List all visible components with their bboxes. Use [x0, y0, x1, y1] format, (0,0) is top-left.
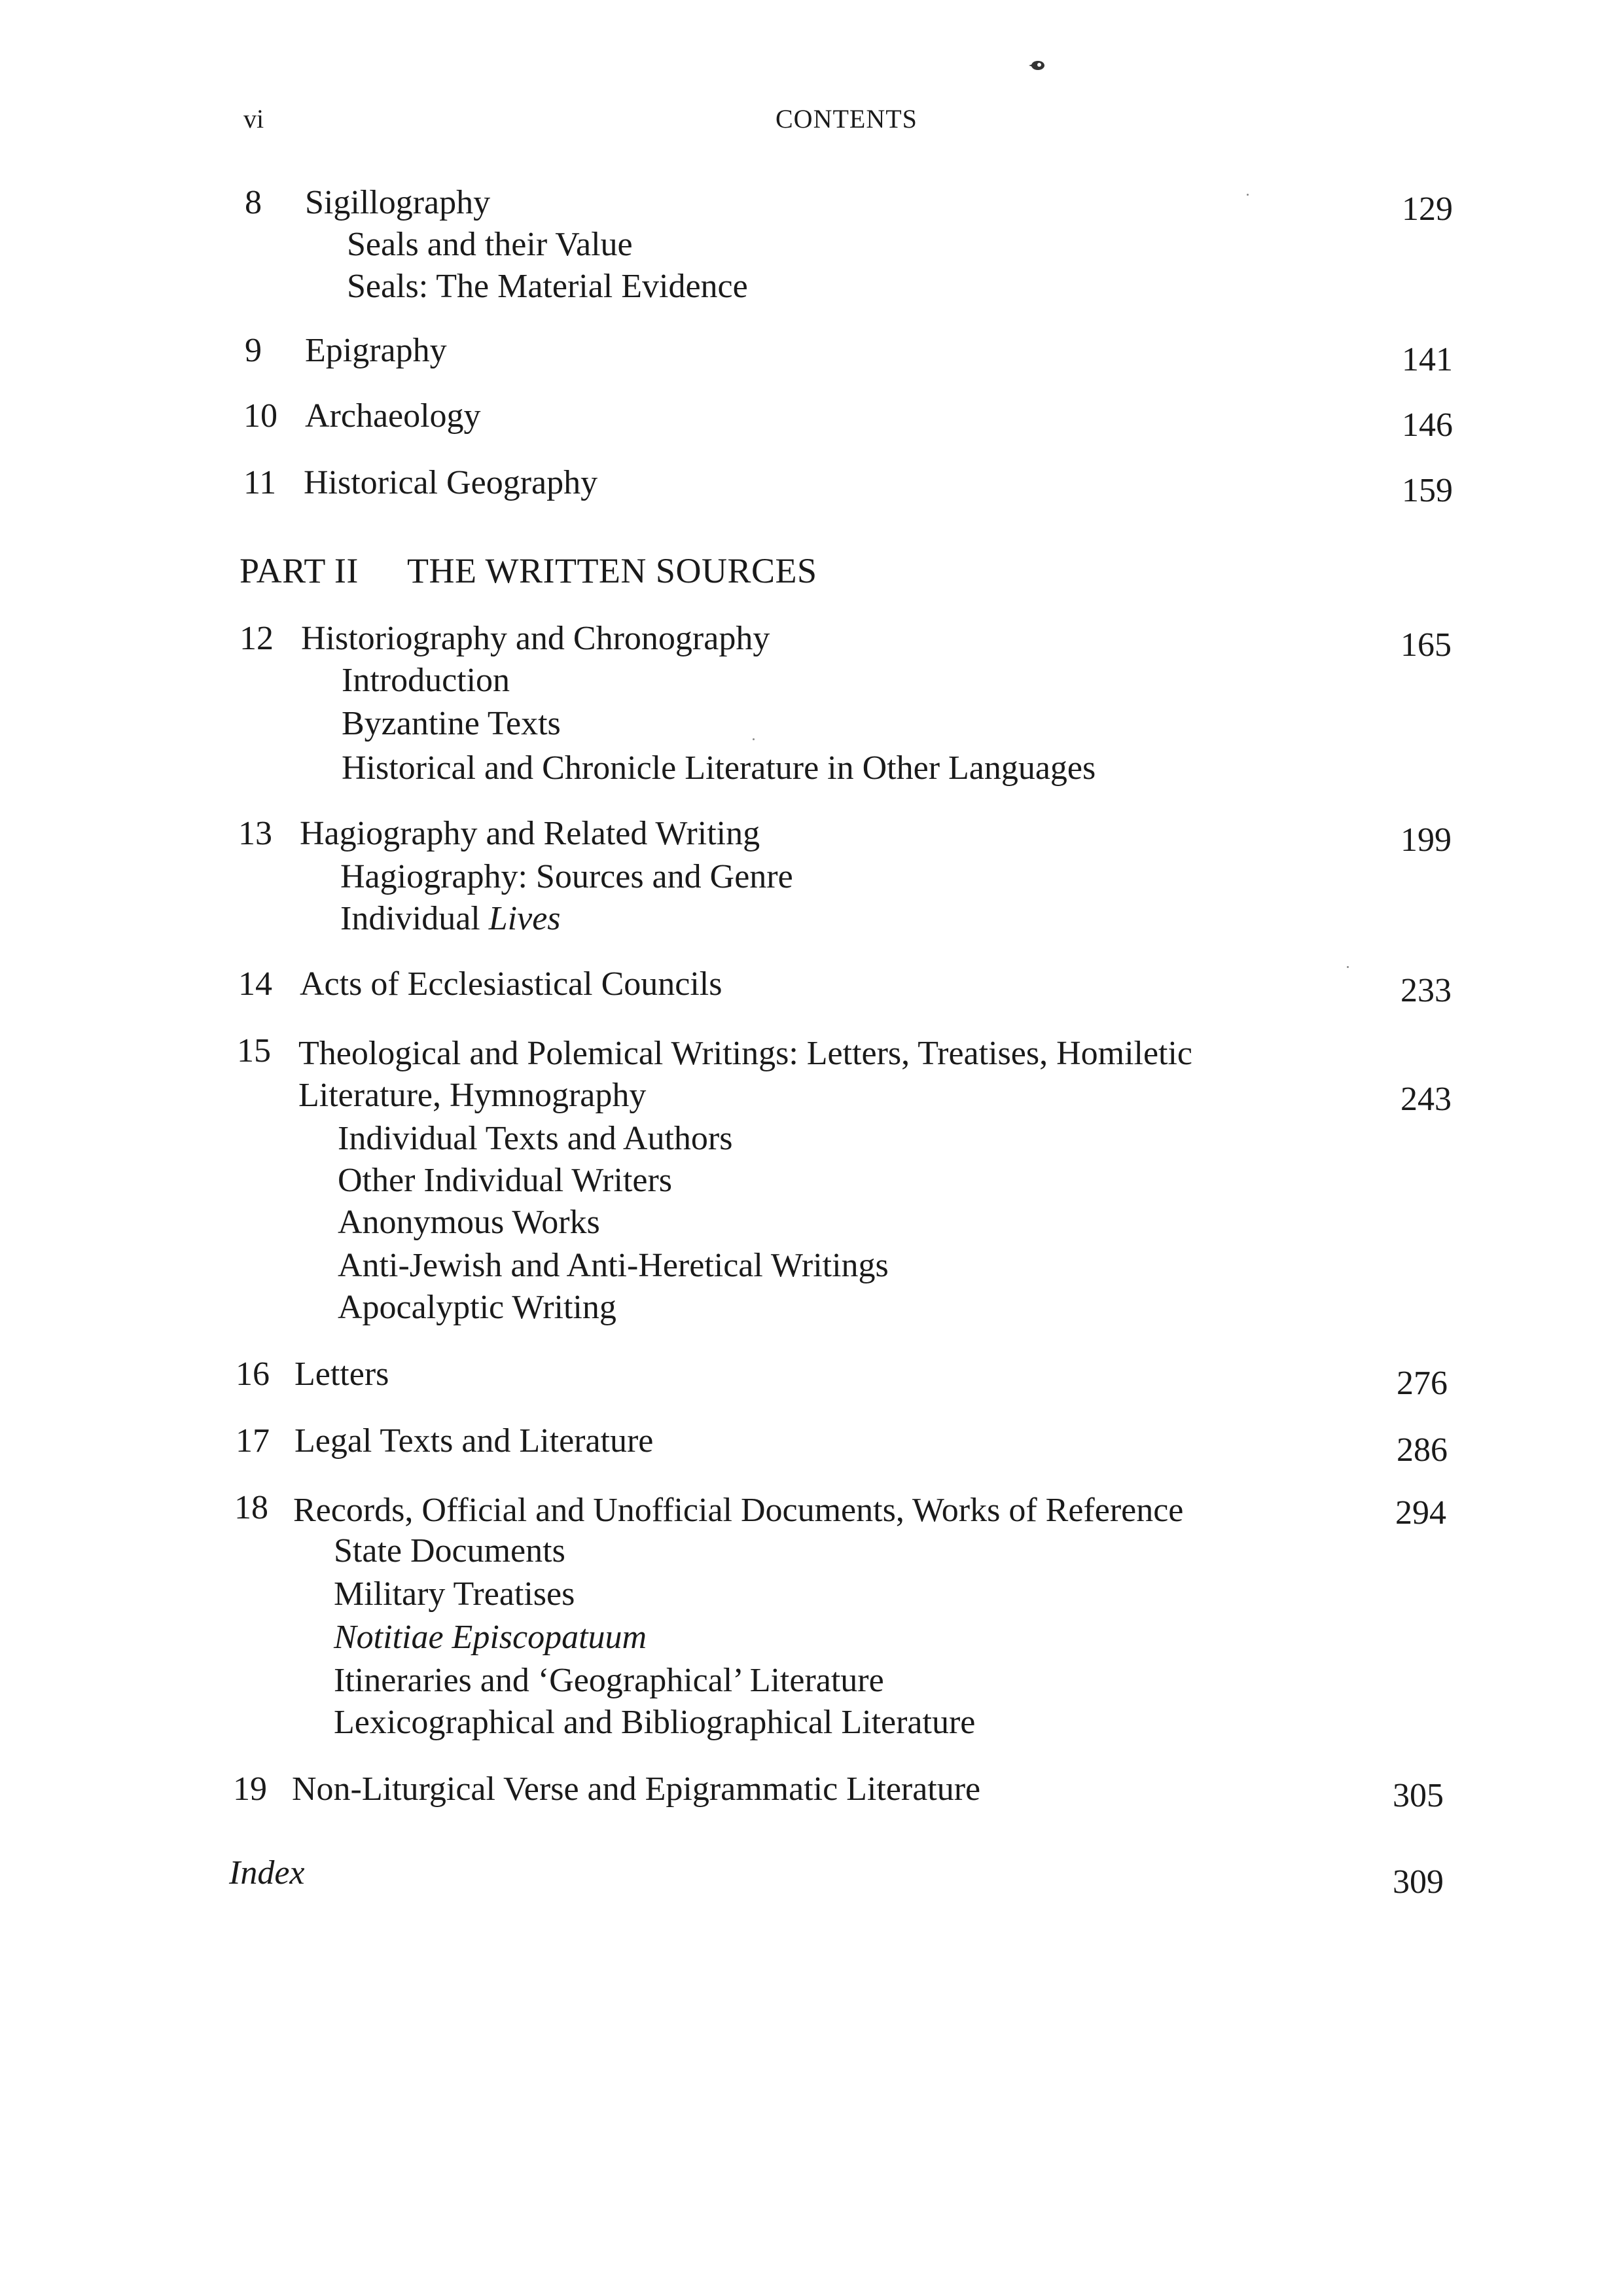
chapter-number: 8: [245, 184, 262, 221]
chapter-page: 129: [1402, 190, 1453, 228]
chapter-page: 233: [1400, 972, 1452, 1009]
chapter-number: 9: [245, 332, 262, 369]
section-title[interactable]: Lexicographical and Bibliographical Literature: [334, 1704, 976, 1741]
chapter-title-line1[interactable]: Theological and Polemical Writings: Letters, Treatises, Homiletic: [298, 1035, 1193, 1072]
section-title[interactable]: Byzantine Texts: [342, 705, 561, 742]
chapter-title[interactable]: Hagiography and Related Writing: [300, 815, 760, 852]
chapter-title[interactable]: Historiography and Chronography: [301, 620, 770, 657]
page-folio: vi: [243, 104, 264, 134]
chapter-number: 12: [240, 620, 274, 657]
chapter-number: 17: [236, 1422, 270, 1460]
section-title[interactable]: Historical and Chronicle Literature in Other Languages: [342, 749, 1096, 787]
running-title: CONTENTS: [776, 104, 918, 134]
section-title[interactable]: Itineraries and ‘Geographical’ Literature: [334, 1662, 884, 1699]
chapter-title[interactable]: Epigraphy: [305, 332, 447, 369]
section-title[interactable]: Seals and their Value: [347, 226, 633, 263]
scan-speck: [753, 738, 755, 740]
chapter-page: 276: [1397, 1365, 1448, 1402]
chapter-number: 16: [236, 1355, 270, 1393]
chapter-title[interactable]: Records, Official and Unofficial Documents, Works of Reference: [293, 1492, 1184, 1529]
chapter-number: 11: [243, 464, 277, 501]
section-title[interactable]: State Documents: [334, 1532, 565, 1570]
section-title-italic: Lives: [488, 900, 561, 937]
chapter-page: 305: [1393, 1777, 1444, 1814]
chapter-page: 243: [1400, 1081, 1452, 1118]
chapter-title-line2[interactable]: Literature, Hymnography: [298, 1077, 647, 1114]
chapter-title[interactable]: Non-Liturgical Verse and Epigrammatic Literature: [292, 1770, 981, 1808]
section-title-prefix: Individual: [340, 900, 489, 937]
scan-speck: [1247, 194, 1249, 196]
index-label[interactable]: Index: [229, 1854, 305, 1892]
printer-ornament-icon: [1027, 58, 1047, 73]
part-title[interactable]: THE WRITTEN SOURCES: [407, 551, 817, 590]
section-title-lives[interactable]: [340, 898, 561, 940]
section-title[interactable]: Individual Texts and Authors: [338, 1120, 733, 1157]
chapter-title[interactable]: Historical Geography: [304, 464, 598, 501]
chapter-number: 10: [243, 397, 277, 435]
chapter-title[interactable]: Legal Texts and Literature: [294, 1422, 654, 1460]
chapter-page: 294: [1395, 1494, 1446, 1532]
chapter-title[interactable]: Sigillography: [305, 184, 491, 221]
chapter-title[interactable]: Archaeology: [305, 397, 481, 435]
chapter-page: 199: [1400, 821, 1452, 859]
chapter-number: 19: [233, 1770, 267, 1808]
section-title[interactable]: Seals: The Material Evidence: [347, 268, 748, 305]
chapter-number: 18: [234, 1489, 268, 1526]
index-page: 309: [1393, 1863, 1444, 1901]
section-title[interactable]: Introduction: [342, 662, 510, 699]
section-title[interactable]: Notitiae Episcopatuum: [334, 1619, 647, 1656]
section-title[interactable]: Anti-Jewish and Anti-Heretical Writings: [338, 1247, 889, 1284]
chapter-number: 15: [237, 1032, 271, 1069]
chapter-title[interactable]: Acts of Ecclesiastical Councils: [300, 965, 722, 1003]
part-label: PART II: [240, 551, 359, 590]
chapter-number: 13: [238, 815, 272, 852]
section-title[interactable]: Apocalyptic Writing: [338, 1289, 616, 1326]
chapter-page: 141: [1402, 341, 1453, 378]
chapter-page: 146: [1402, 406, 1453, 444]
section-title[interactable]: Military Treatises: [334, 1575, 575, 1613]
section-title[interactable]: Hagiography: Sources and Genre: [340, 858, 793, 895]
chapter-number: 14: [238, 965, 272, 1003]
chapter-page: 165: [1400, 626, 1452, 664]
chapter-page: 159: [1402, 472, 1453, 509]
chapter-title[interactable]: Letters: [294, 1355, 389, 1393]
section-title[interactable]: Anonymous Works: [338, 1204, 600, 1241]
scan-speck: [1347, 966, 1349, 968]
section-title[interactable]: Other Individual Writers: [338, 1162, 673, 1199]
chapter-page: 286: [1397, 1431, 1448, 1469]
